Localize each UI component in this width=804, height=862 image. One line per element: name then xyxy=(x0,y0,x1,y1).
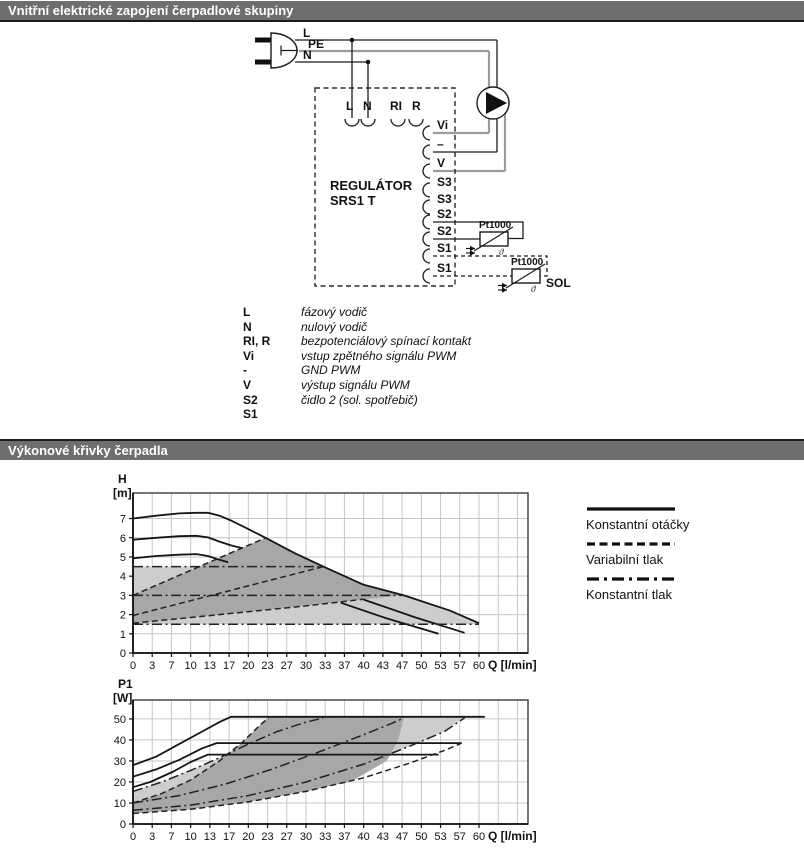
svg-text:2: 2 xyxy=(119,609,126,622)
svg-text:47: 47 xyxy=(395,831,409,843)
terminal-description: čidlo 2 (sol. spotřebič) xyxy=(301,392,418,407)
terminal-code: S1 xyxy=(243,407,258,422)
svg-text:3: 3 xyxy=(149,831,156,843)
terminal-code: V xyxy=(243,377,252,392)
svg-text:23: 23 xyxy=(261,660,274,672)
chart-legend-item xyxy=(586,506,761,532)
terminal-legend-row xyxy=(243,349,471,364)
section-header-curves xyxy=(0,439,804,460)
svg-text:20: 20 xyxy=(113,776,126,789)
svg-text:5: 5 xyxy=(119,551,126,564)
terminal-code: RI, R xyxy=(243,334,271,349)
svg-text:37: 37 xyxy=(338,660,351,672)
svg-text:L: L xyxy=(346,99,354,113)
section-header-wiring xyxy=(0,1,804,22)
svg-text:1: 1 xyxy=(119,628,126,641)
svg-text:7: 7 xyxy=(168,660,175,672)
svg-text:10: 10 xyxy=(184,660,197,672)
svg-text:30: 30 xyxy=(299,660,313,672)
terminal-legend-row xyxy=(243,363,471,378)
svg-text:P1: P1 xyxy=(118,677,133,691)
svg-text:0: 0 xyxy=(129,831,137,843)
svg-text:S3: S3 xyxy=(437,192,452,206)
svg-text:RI: RI xyxy=(390,99,402,113)
svg-text:0: 0 xyxy=(119,648,126,660)
svg-text:7: 7 xyxy=(168,831,175,843)
svg-text:13: 13 xyxy=(203,831,217,843)
svg-text:3: 3 xyxy=(119,590,126,603)
svg-text:Q [l/min]: Q [l/min] xyxy=(487,658,537,672)
terminal-code: - xyxy=(243,363,247,378)
svg-text:6: 6 xyxy=(119,532,126,545)
terminal-code: S2 xyxy=(243,392,258,407)
svg-text:–: – xyxy=(437,137,444,151)
svg-text:13: 13 xyxy=(203,660,217,672)
terminal-code: Vi xyxy=(243,348,255,363)
svg-text:4: 4 xyxy=(119,571,126,584)
svg-text:23: 23 xyxy=(261,831,274,843)
terminal-legend-row xyxy=(243,407,471,422)
svg-text:N: N xyxy=(363,99,372,113)
svg-text:N: N xyxy=(303,48,312,62)
svg-text:53: 53 xyxy=(434,831,447,843)
svg-text:3: 3 xyxy=(149,660,156,672)
svg-text:27: 27 xyxy=(280,660,293,672)
svg-text:Pt1000: Pt1000 xyxy=(511,257,544,268)
svg-text:30: 30 xyxy=(299,831,313,843)
chart-legend-label: Konstantní tlak xyxy=(586,587,672,602)
terminal-legend xyxy=(243,305,471,422)
svg-text:33: 33 xyxy=(319,831,332,843)
svg-text:40: 40 xyxy=(113,734,126,747)
svg-text:40: 40 xyxy=(357,831,370,843)
svg-text:Vi: Vi xyxy=(437,118,449,132)
section-title: Vnitřní elektrické zapojení čerpadlové skupiny xyxy=(8,3,294,18)
svg-text:S1: S1 xyxy=(437,261,452,275)
svg-text:33: 33 xyxy=(319,660,332,672)
svg-text:17: 17 xyxy=(222,660,236,672)
svg-text:PE: PE xyxy=(308,37,325,51)
svg-text:27: 27 xyxy=(280,831,293,843)
svg-text:10: 10 xyxy=(113,797,126,810)
svg-text:43: 43 xyxy=(376,831,390,843)
svg-text:47: 47 xyxy=(395,660,409,672)
svg-text:ϑ: ϑ xyxy=(499,247,504,257)
terminal-legend-row xyxy=(243,334,471,349)
svg-text:H: H xyxy=(118,472,127,486)
terminal-legend-row xyxy=(243,393,471,408)
svg-text:17: 17 xyxy=(222,831,236,843)
svg-text:S2: S2 xyxy=(437,224,452,238)
terminal-code: N xyxy=(243,319,252,334)
svg-text:0: 0 xyxy=(129,660,137,672)
svg-text:50: 50 xyxy=(113,713,126,726)
svg-text:0: 0 xyxy=(119,819,126,831)
chart-legend xyxy=(586,506,761,611)
chart-canvas xyxy=(109,470,579,680)
terminal-description: výstup signálu PWM xyxy=(301,377,410,392)
terminal-code: L xyxy=(243,305,251,319)
chart-canvas xyxy=(109,676,579,851)
svg-text:REGULÁTOR: REGULÁTOR xyxy=(330,178,413,193)
svg-text:37: 37 xyxy=(338,831,351,843)
svg-text:S3: S3 xyxy=(437,175,452,189)
svg-text:40: 40 xyxy=(357,660,370,672)
svg-text:50: 50 xyxy=(415,660,428,672)
terminal-description: vstup zpětného signálu PWM xyxy=(301,348,457,363)
svg-text:S1: S1 xyxy=(437,241,452,255)
svg-text:10: 10 xyxy=(184,831,197,843)
svg-text:30: 30 xyxy=(113,755,126,768)
svg-text:[W]: [W] xyxy=(113,691,133,705)
terminal-legend-row xyxy=(243,305,471,320)
svg-text:50: 50 xyxy=(415,831,428,843)
svg-text:60: 60 xyxy=(472,660,486,672)
solid-line-sample xyxy=(586,506,678,512)
terminal-description: bezpotenciálový spínací kontakt xyxy=(301,334,472,349)
chart-legend-label: Variabilní tlak xyxy=(586,552,664,567)
terminal-description: nulový vodič xyxy=(301,319,368,334)
svg-text:20: 20 xyxy=(242,660,255,672)
svg-text:[m]: [m] xyxy=(113,486,132,500)
svg-text:SRS1 T: SRS1 T xyxy=(330,193,376,208)
dashdot-line-sample xyxy=(586,576,678,582)
svg-text:Q [l/min]: Q [l/min] xyxy=(487,829,537,843)
chart-legend-label: Konstantní otáčky xyxy=(586,517,690,532)
svg-text:57: 57 xyxy=(453,660,466,672)
pump-head-chart xyxy=(109,470,579,685)
terminal-description: fázový vodič xyxy=(301,305,368,319)
svg-text:L: L xyxy=(303,28,311,40)
terminal-legend-row xyxy=(243,320,471,335)
svg-text:20: 20 xyxy=(242,831,255,843)
svg-text:57: 57 xyxy=(453,831,466,843)
terminal-description: GND PWM xyxy=(301,363,361,378)
svg-text:7: 7 xyxy=(119,513,126,526)
chart-legend-item xyxy=(586,541,761,567)
svg-text:43: 43 xyxy=(376,660,390,672)
pump-power-chart xyxy=(109,676,579,856)
svg-text:ϑ: ϑ xyxy=(531,284,536,294)
wiring-diagram xyxy=(0,28,804,300)
svg-text:Pt1000: Pt1000 xyxy=(479,220,512,231)
svg-text:60: 60 xyxy=(472,831,486,843)
section-title: Výkonové křivky čerpadla xyxy=(8,443,168,458)
dashed-line-sample xyxy=(586,541,678,547)
svg-text:V: V xyxy=(437,156,446,170)
svg-text:53: 53 xyxy=(434,660,447,672)
svg-text:SOL: SOL xyxy=(546,276,571,290)
svg-text:R: R xyxy=(412,99,421,113)
svg-text:S2: S2 xyxy=(437,207,452,221)
terminal-legend-row xyxy=(243,378,471,393)
chart-legend-item xyxy=(586,576,761,602)
